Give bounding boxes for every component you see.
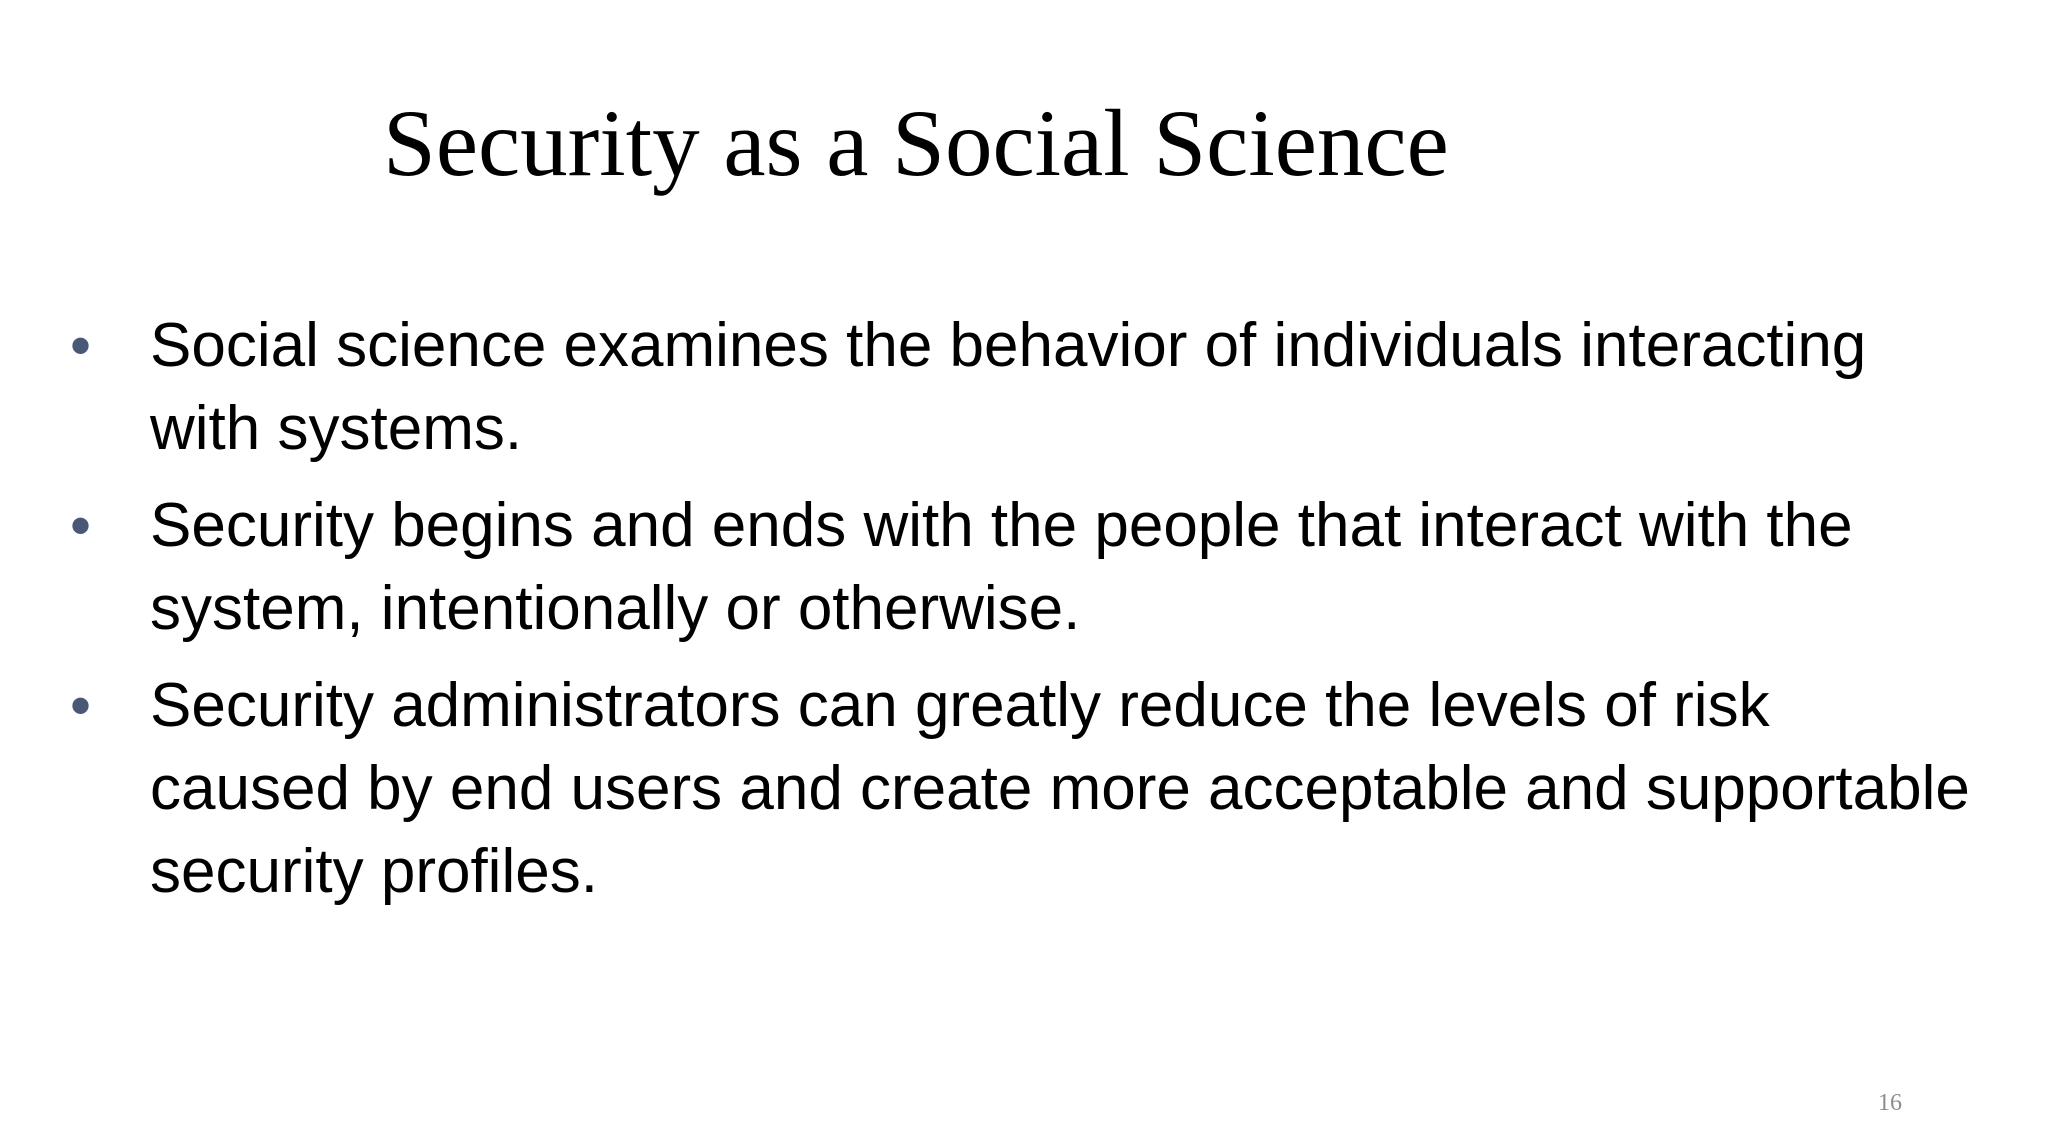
bullet-text: Social science examines the behavior of individuals interacting with systems. (150, 311, 1867, 463)
bullet-text: Security begins and ends with the people that interact with the system, intentionally or otherwise. (150, 491, 1853, 643)
bullet-item (0, 304, 1980, 470)
bullet-marker: • (70, 492, 92, 559)
bullet-marker: • (70, 312, 92, 379)
bullet-item (0, 484, 1980, 650)
slide-title: Security as a Social Science (383, 90, 1449, 196)
bullet-list (0, 304, 2048, 927)
bullet-text: Security administrators can greatly reduce the levels of risk caused by end users and create more acceptable and supportable security profiles. (150, 671, 1970, 906)
bullet-marker: • (70, 672, 92, 739)
bullet-item (0, 664, 1980, 913)
page-number: 16 (1878, 1090, 1902, 1116)
